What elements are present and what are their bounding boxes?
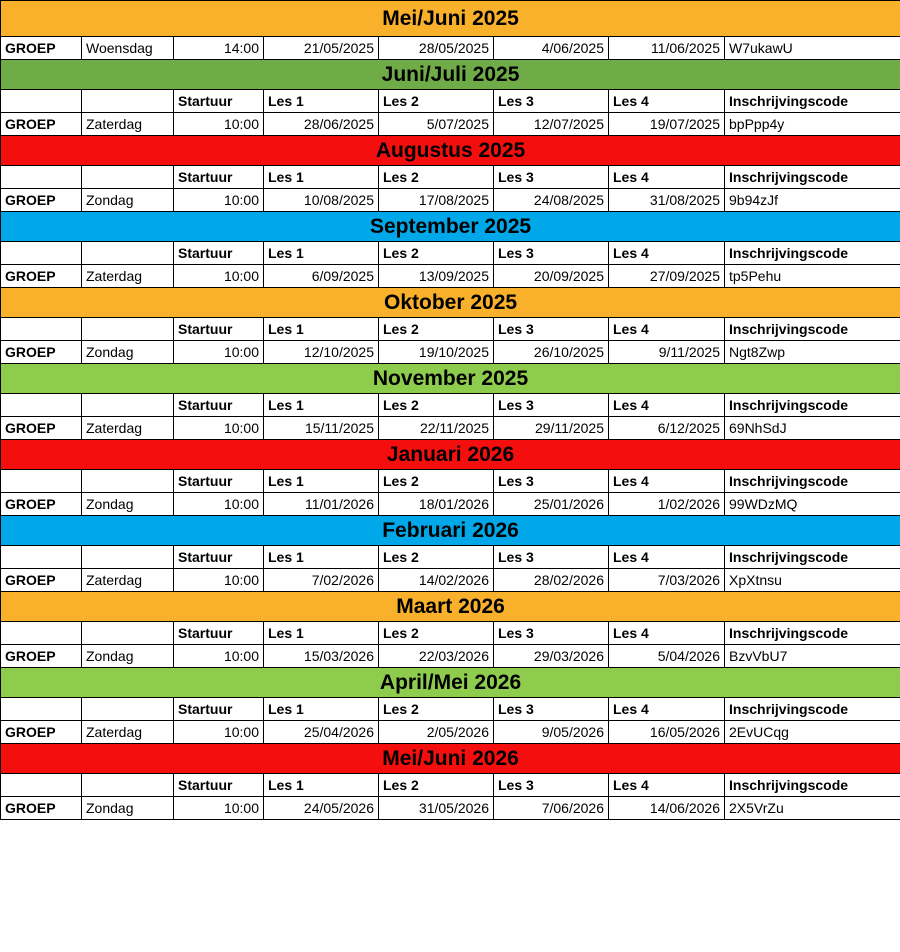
lesson-2-cell: 22/03/2026 — [379, 645, 494, 668]
empty-header-cell — [1, 90, 82, 113]
header-lesson-2: Les 2 — [379, 90, 494, 113]
lesson-3-cell: 29/11/2025 — [494, 417, 609, 440]
start-time-cell: 10:00 — [174, 417, 264, 440]
header-lesson-4: Les 4 — [609, 394, 725, 417]
header-registration-code: Inschrijvingscode — [725, 622, 900, 645]
header-registration-code: Inschrijvingscode — [725, 242, 900, 265]
group-label-cell: GROEP — [1, 189, 82, 212]
group-label-cell: GROEP — [1, 569, 82, 592]
header-lesson-2: Les 2 — [379, 318, 494, 341]
period-title-row — [1, 364, 900, 394]
lesson-2-cell: 2/05/2026 — [379, 721, 494, 744]
header-lesson-2: Les 2 — [379, 242, 494, 265]
group-label-cell: GROEP — [1, 341, 82, 364]
lesson-4-cell: 6/12/2025 — [609, 417, 725, 440]
period-title: Maart 2026 — [1, 592, 900, 622]
header-start-time: Startuur — [174, 622, 264, 645]
header-lesson-4: Les 4 — [609, 242, 725, 265]
header-lesson-3: Les 3 — [494, 90, 609, 113]
header-lesson-2: Les 2 — [379, 166, 494, 189]
lesson-2-cell: 22/11/2025 — [379, 417, 494, 440]
column-header-row — [1, 698, 900, 721]
header-start-time: Startuur — [174, 546, 264, 569]
empty-header-cell — [82, 470, 174, 493]
header-lesson-1: Les 1 — [264, 394, 379, 417]
registration-code-cell: BzvVbU7 — [725, 645, 900, 668]
column-header-row — [1, 774, 900, 797]
header-lesson-1: Les 1 — [264, 698, 379, 721]
header-lesson-2: Les 2 — [379, 774, 494, 797]
period-title-row — [1, 136, 900, 166]
lesson-3-cell: 20/09/2025 — [494, 265, 609, 288]
period-title-row — [1, 60, 900, 90]
header-lesson-3: Les 3 — [494, 470, 609, 493]
table-row — [1, 189, 900, 212]
header-lesson-1: Les 1 — [264, 90, 379, 113]
lesson-3-cell: 25/01/2026 — [494, 493, 609, 516]
start-time-cell: 10:00 — [174, 189, 264, 212]
header-lesson-4: Les 4 — [609, 546, 725, 569]
empty-header-cell — [82, 90, 174, 113]
header-lesson-3: Les 3 — [494, 394, 609, 417]
header-lesson-1: Les 1 — [264, 166, 379, 189]
weekday-cell: Zaterdag — [82, 417, 174, 440]
empty-header-cell — [82, 318, 174, 341]
empty-header-cell — [1, 394, 82, 417]
header-lesson-1: Les 1 — [264, 318, 379, 341]
header-lesson-4: Les 4 — [609, 698, 725, 721]
group-label-cell: GROEP — [1, 493, 82, 516]
empty-header-cell — [82, 546, 174, 569]
period-title: Augustus 2025 — [1, 136, 900, 166]
header-lesson-3: Les 3 — [494, 622, 609, 645]
registration-code-cell: 2EvUCqg — [725, 721, 900, 744]
lesson-3-cell: 26/10/2025 — [494, 341, 609, 364]
empty-header-cell — [82, 698, 174, 721]
header-lesson-1: Les 1 — [264, 546, 379, 569]
header-lesson-3: Les 3 — [494, 166, 609, 189]
group-label-cell: GROEP — [1, 721, 82, 744]
empty-header-cell — [1, 242, 82, 265]
header-start-time: Startuur — [174, 90, 264, 113]
column-header-row — [1, 166, 900, 189]
header-start-time: Startuur — [174, 394, 264, 417]
lesson-2-cell: 17/08/2025 — [379, 189, 494, 212]
table-row — [1, 493, 900, 516]
weekday-cell: Zaterdag — [82, 569, 174, 592]
lesson-1-cell: 24/05/2026 — [264, 797, 379, 820]
lesson-4-cell: 14/06/2026 — [609, 797, 725, 820]
header-lesson-3: Les 3 — [494, 698, 609, 721]
header-lesson-1: Les 1 — [264, 242, 379, 265]
empty-header-cell — [1, 622, 82, 645]
header-registration-code: Inschrijvingscode — [725, 318, 900, 341]
period-title-row — [1, 1, 900, 37]
lesson-2-cell: 28/05/2025 — [379, 37, 494, 60]
lesson-1-cell: 11/01/2026 — [264, 493, 379, 516]
table-row — [1, 797, 900, 820]
lesson-2-cell: 18/01/2026 — [379, 493, 494, 516]
group-label-cell: GROEP — [1, 645, 82, 668]
table-row — [1, 417, 900, 440]
group-label-cell: GROEP — [1, 113, 82, 136]
lesson-3-cell: 28/02/2026 — [494, 569, 609, 592]
weekday-cell: Zondag — [82, 493, 174, 516]
lesson-3-cell: 12/07/2025 — [494, 113, 609, 136]
header-lesson-2: Les 2 — [379, 394, 494, 417]
header-start-time: Startuur — [174, 242, 264, 265]
lesson-2-cell: 14/02/2026 — [379, 569, 494, 592]
lesson-4-cell: 16/05/2026 — [609, 721, 725, 744]
group-label-cell: GROEP — [1, 265, 82, 288]
header-registration-code: Inschrijvingscode — [725, 698, 900, 721]
lesson-4-cell: 7/03/2026 — [609, 569, 725, 592]
registration-code-cell: bpPpp4y — [725, 113, 900, 136]
lesson-4-cell: 1/02/2026 — [609, 493, 725, 516]
group-label-cell: GROEP — [1, 37, 82, 60]
table-row — [1, 645, 900, 668]
table-row — [1, 37, 900, 60]
start-time-cell: 10:00 — [174, 721, 264, 744]
lesson-3-cell: 4/06/2025 — [494, 37, 609, 60]
weekday-cell: Zondag — [82, 341, 174, 364]
empty-header-cell — [1, 546, 82, 569]
lesson-2-cell: 13/09/2025 — [379, 265, 494, 288]
registration-code-cell: 69NhSdJ — [725, 417, 900, 440]
period-title: September 2025 — [1, 212, 900, 242]
lesson-1-cell: 15/03/2026 — [264, 645, 379, 668]
empty-header-cell — [1, 166, 82, 189]
header-lesson-1: Les 1 — [264, 622, 379, 645]
header-lesson-2: Les 2 — [379, 546, 494, 569]
header-lesson-4: Les 4 — [609, 166, 725, 189]
lesson-4-cell: 9/11/2025 — [609, 341, 725, 364]
header-lesson-1: Les 1 — [264, 774, 379, 797]
header-registration-code: Inschrijvingscode — [725, 166, 900, 189]
lesson-2-cell: 5/07/2025 — [379, 113, 494, 136]
lesson-1-cell: 25/04/2026 — [264, 721, 379, 744]
header-lesson-3: Les 3 — [494, 774, 609, 797]
header-lesson-1: Les 1 — [264, 470, 379, 493]
weekday-cell: Zaterdag — [82, 265, 174, 288]
period-title: Mei/Juni 2026 — [1, 744, 900, 774]
header-lesson-3: Les 3 — [494, 318, 609, 341]
weekday-cell: Zaterdag — [82, 721, 174, 744]
empty-header-cell — [1, 774, 82, 797]
header-lesson-2: Les 2 — [379, 698, 494, 721]
weekday-cell: Zaterdag — [82, 113, 174, 136]
header-lesson-3: Les 3 — [494, 546, 609, 569]
header-lesson-4: Les 4 — [609, 470, 725, 493]
header-lesson-4: Les 4 — [609, 622, 725, 645]
header-start-time: Startuur — [174, 470, 264, 493]
period-title: November 2025 — [1, 364, 900, 394]
start-time-cell: 10:00 — [174, 265, 264, 288]
lesson-4-cell: 5/04/2026 — [609, 645, 725, 668]
header-start-time: Startuur — [174, 318, 264, 341]
start-time-cell: 10:00 — [174, 493, 264, 516]
period-title: Mei/Juni 2025 — [1, 1, 900, 37]
registration-code-cell: tp5Pehu — [725, 265, 900, 288]
column-header-row — [1, 318, 900, 341]
period-title-row — [1, 440, 900, 470]
empty-header-cell — [82, 622, 174, 645]
registration-code-cell: Ngt8Zwp — [725, 341, 900, 364]
lesson-3-cell: 24/08/2025 — [494, 189, 609, 212]
period-title: Februari 2026 — [1, 516, 900, 546]
empty-header-cell — [1, 698, 82, 721]
lesson-3-cell: 29/03/2026 — [494, 645, 609, 668]
weekday-cell: Zondag — [82, 797, 174, 820]
table-row — [1, 265, 900, 288]
lesson-4-cell: 19/07/2025 — [609, 113, 725, 136]
registration-code-cell: XpXtnsu — [725, 569, 900, 592]
header-start-time: Startuur — [174, 698, 264, 721]
header-registration-code: Inschrijvingscode — [725, 774, 900, 797]
period-title-row — [1, 288, 900, 318]
lesson-3-cell: 7/06/2026 — [494, 797, 609, 820]
empty-header-cell — [82, 774, 174, 797]
header-start-time: Startuur — [174, 166, 264, 189]
weekday-cell: Woensdag — [82, 37, 174, 60]
header-lesson-2: Les 2 — [379, 470, 494, 493]
table-row — [1, 569, 900, 592]
lesson-1-cell: 21/05/2025 — [264, 37, 379, 60]
period-title-row — [1, 744, 900, 774]
period-title-row — [1, 592, 900, 622]
header-registration-code: Inschrijvingscode — [725, 546, 900, 569]
registration-code-cell: 2X5VrZu — [725, 797, 900, 820]
empty-header-cell — [1, 318, 82, 341]
empty-header-cell — [82, 166, 174, 189]
lesson-1-cell: 6/09/2025 — [264, 265, 379, 288]
lesson-4-cell: 31/08/2025 — [609, 189, 725, 212]
registration-code-cell: 9b94zJf — [725, 189, 900, 212]
lesson-2-cell: 19/10/2025 — [379, 341, 494, 364]
header-lesson-4: Les 4 — [609, 774, 725, 797]
column-header-row — [1, 394, 900, 417]
group-label-cell: GROEP — [1, 797, 82, 820]
start-time-cell: 14:00 — [174, 37, 264, 60]
lesson-3-cell: 9/05/2026 — [494, 721, 609, 744]
header-lesson-4: Les 4 — [609, 90, 725, 113]
header-registration-code: Inschrijvingscode — [725, 394, 900, 417]
registration-code-cell: 99WDzMQ — [725, 493, 900, 516]
group-label-cell: GROEP — [1, 417, 82, 440]
start-time-cell: 10:00 — [174, 113, 264, 136]
column-header-row — [1, 90, 900, 113]
period-title: Januari 2026 — [1, 440, 900, 470]
header-start-time: Startuur — [174, 774, 264, 797]
period-title: Oktober 2025 — [1, 288, 900, 318]
table-row — [1, 341, 900, 364]
period-title-row — [1, 516, 900, 546]
table-row — [1, 113, 900, 136]
lesson-1-cell: 7/02/2026 — [264, 569, 379, 592]
header-lesson-2: Les 2 — [379, 622, 494, 645]
lesson-1-cell: 12/10/2025 — [264, 341, 379, 364]
column-header-row — [1, 546, 900, 569]
lesson-4-cell: 11/06/2025 — [609, 37, 725, 60]
column-header-row — [1, 242, 900, 265]
column-header-row — [1, 470, 900, 493]
lesson-1-cell: 10/08/2025 — [264, 189, 379, 212]
period-title: April/Mei 2026 — [1, 668, 900, 698]
header-lesson-3: Les 3 — [494, 242, 609, 265]
schedule-body — [1, 1, 900, 820]
weekday-cell: Zondag — [82, 189, 174, 212]
start-time-cell: 10:00 — [174, 341, 264, 364]
lesson-2-cell: 31/05/2026 — [379, 797, 494, 820]
column-header-row — [1, 622, 900, 645]
empty-header-cell — [82, 394, 174, 417]
empty-header-cell — [82, 242, 174, 265]
weekday-cell: Zondag — [82, 645, 174, 668]
lesson-1-cell: 15/11/2025 — [264, 417, 379, 440]
lesson-1-cell: 28/06/2025 — [264, 113, 379, 136]
period-title-row — [1, 668, 900, 698]
start-time-cell: 10:00 — [174, 797, 264, 820]
header-registration-code: Inschrijvingscode — [725, 470, 900, 493]
period-title: Juni/Juli 2025 — [1, 60, 900, 90]
lesson-4-cell: 27/09/2025 — [609, 265, 725, 288]
start-time-cell: 10:00 — [174, 569, 264, 592]
registration-code-cell: W7ukawU — [725, 37, 900, 60]
header-lesson-4: Les 4 — [609, 318, 725, 341]
start-time-cell: 10:00 — [174, 645, 264, 668]
table-row — [1, 721, 900, 744]
empty-header-cell — [1, 470, 82, 493]
header-registration-code: Inschrijvingscode — [725, 90, 900, 113]
period-title-row — [1, 212, 900, 242]
